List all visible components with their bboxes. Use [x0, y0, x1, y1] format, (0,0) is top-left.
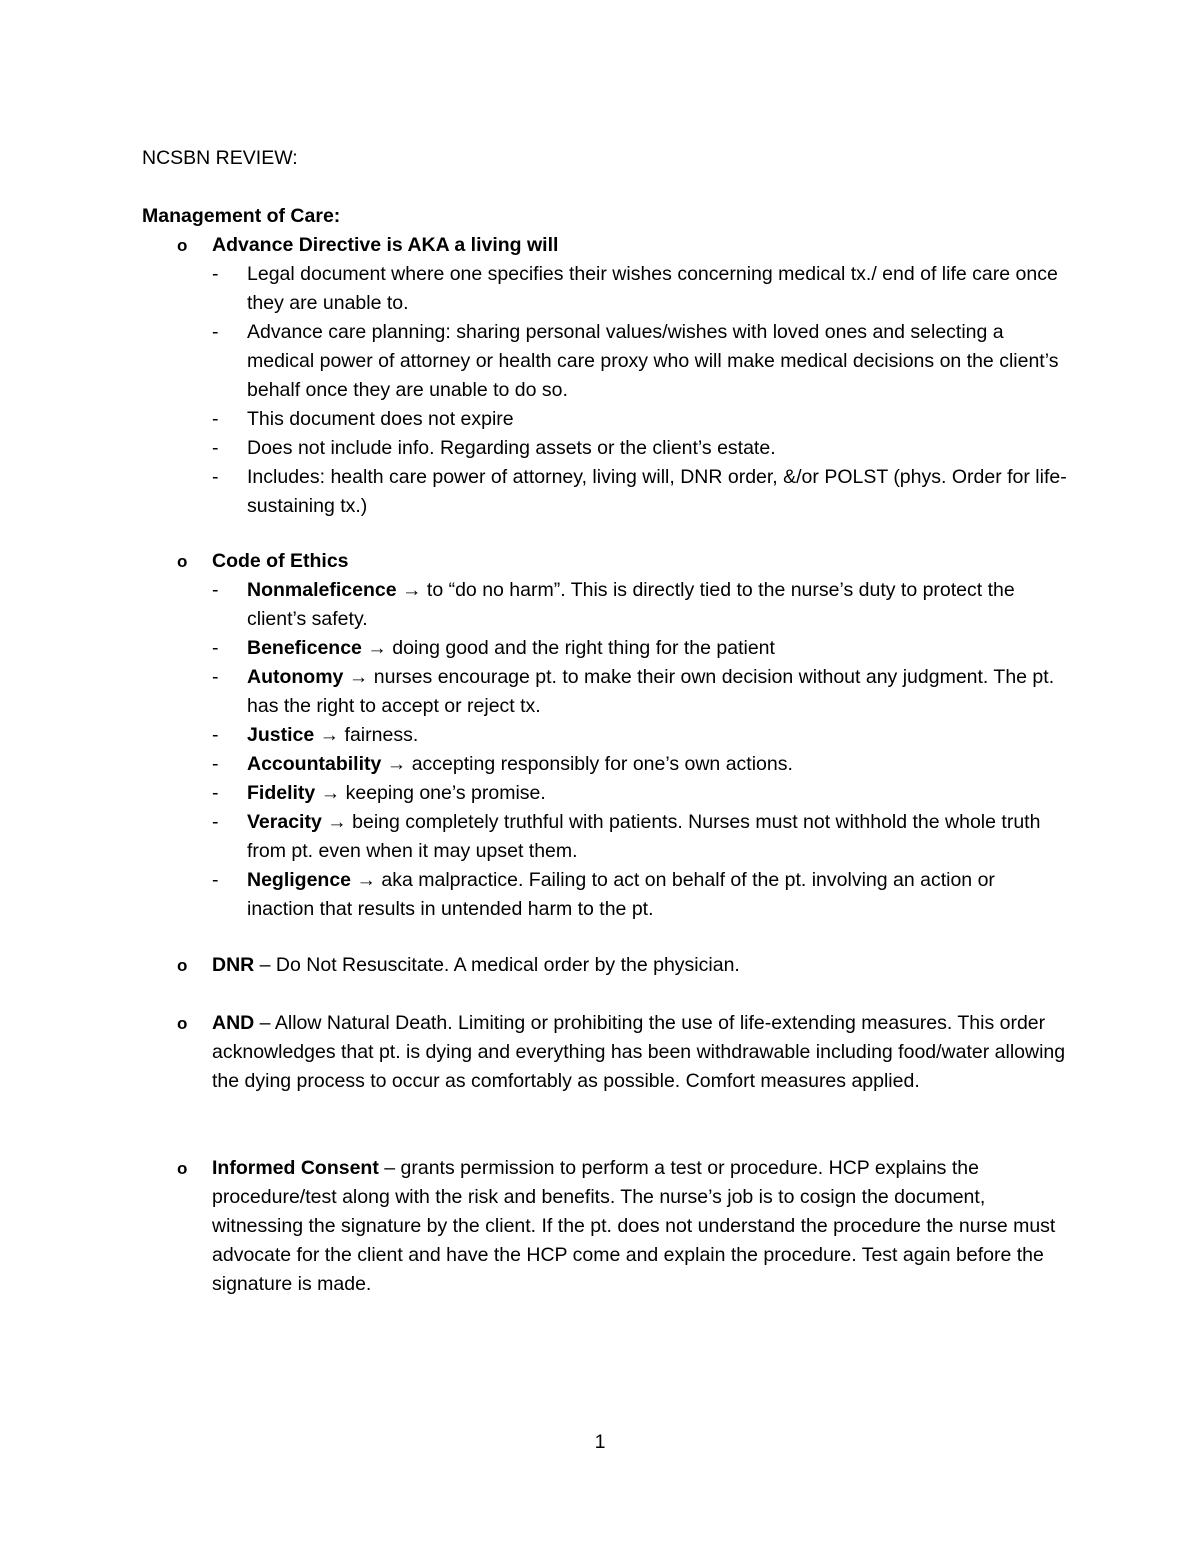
list-item: - Veracity → being completely truthful with patients. Nurses must not withhold the whole truth from pt. even when it may upset them. — [142, 808, 1067, 866]
dash-icon: - — [212, 263, 219, 285]
dash-icon: - — [212, 437, 219, 459]
dash-icon: - — [212, 579, 219, 601]
bullet-icon: o — [177, 236, 188, 255]
bullet-icon: o — [177, 956, 188, 975]
ethics-term: Beneficence — [247, 637, 362, 659]
arrow-right-icon: → — [348, 666, 369, 688]
topic-and — [142, 1009, 1067, 1096]
arrow-right-icon: → — [386, 753, 407, 775]
informed-consent-text: – grants permission to perform a test or procedure. HCP explains the procedure/test along with the risk and benefits. The nurse’s job is to cosign the document, witnessing the signature by the client. If the pt. does not understand the procedure the nurse must advocate for the client and have the HCP come and explain the procedure. Test again before the signature is made. — [212, 1157, 1056, 1295]
topic-paragraph — [142, 1009, 1067, 1096]
arrow-right-icon: → — [327, 811, 347, 833]
and-term: AND — [212, 1012, 255, 1034]
ethics-term: Veracity — [247, 811, 322, 833]
topic-paragraph — [142, 951, 1067, 980]
section-heading: Management of Care: — [142, 205, 341, 227]
list-item: - Advance care planning: sharing personal values/wishes with loved ones and selecting a medical power of attorney or health care proxy who will make medical decisions on the client’s behalf once they are unable to do so. — [142, 318, 1067, 405]
ethics-term: Accountability — [247, 753, 382, 775]
arrow-right-icon: → — [401, 579, 422, 601]
ethics-term: Nonmaleficence — [247, 579, 397, 601]
dnr-term: DNR — [212, 954, 255, 976]
ethics-list — [142, 576, 1067, 924]
bullet-icon: o — [177, 552, 188, 571]
topic-advance-directive — [142, 231, 1067, 521]
topic-heading — [142, 231, 1067, 260]
dash-icon: - — [212, 637, 219, 659]
dash-icon: - — [212, 753, 219, 775]
list-item: - Beneficence → doing good and the right thing for the patient — [142, 634, 1067, 663]
document-title: NCSBN REVIEW: — [142, 147, 298, 169]
arrow-right-icon: → — [356, 869, 376, 891]
list-item: - Negligence → aka malpractice. Failing to act on behalf of the pt. involving an action or inaction that results in untended harm to the pt. — [142, 866, 1067, 924]
topic-dnr — [142, 951, 1067, 980]
list-item: - Legal document where one specifies their wishes concerning medical tx./ end of life care once they are unable to. — [142, 260, 1067, 318]
ethics-term: Autonomy — [247, 666, 344, 688]
dnr-text: – Do Not Resuscitate. A medical order by the physician. — [259, 954, 740, 976]
list-item: - Autonomy → nurses encourage pt. to make their own decision without any judgment. The pt. has the right to accept or reject tx. — [142, 663, 1067, 721]
bullet-icon: o — [177, 1014, 188, 1033]
and-text: – Allow Natural Death. Limiting or prohibiting the use of life-extending measures. This order acknowledges that pt. is dying and everything has been withdrawable including food/water allowing the dying process to occur as comfortably as possible. Comfort measures applied. — [212, 1012, 1066, 1092]
list-item: - Fidelity → keeping one’s promise. — [142, 779, 1067, 808]
arrow-right-icon: → — [319, 724, 340, 746]
list-item: - Accountability → accepting responsibly for one’s own actions. — [142, 750, 1067, 779]
advance-directive-list — [142, 260, 1067, 521]
dash-icon: - — [212, 321, 219, 343]
arrow-right-icon: → — [367, 637, 387, 659]
dash-icon: - — [212, 724, 219, 746]
ethics-term: Negligence — [247, 869, 352, 891]
dash-icon: - — [212, 466, 219, 488]
topic-informed-consent — [142, 1154, 1067, 1299]
page-number: 1 — [594, 1431, 606, 1453]
informed-consent-term: Informed Consent — [212, 1157, 379, 1179]
ethics-term: Justice — [247, 724, 315, 746]
list-item: - Does not include info. Regarding assets or the client’s estate. — [142, 434, 1067, 463]
dash-icon: - — [212, 666, 219, 688]
list-item: - This document does not expire — [142, 405, 1067, 434]
arrow-right-icon: → — [320, 782, 341, 804]
code-of-ethics-heading: Code of Ethics — [212, 550, 349, 572]
dash-icon: - — [212, 408, 219, 430]
topic-code-of-ethics — [142, 547, 1067, 924]
dash-icon: - — [212, 811, 219, 833]
advance-directive-heading: Advance Directive is AKA a living will — [212, 234, 559, 256]
ethics-term: Fidelity — [247, 782, 316, 804]
topic-paragraph — [142, 1154, 1067, 1299]
list-item: - Includes: health care power of attorney, living will, DNR order, &/or POLST (phys. Order for life-sustaining tx.) — [142, 463, 1067, 521]
dash-icon: - — [212, 869, 219, 891]
list-item: - Nonmaleficence → to “do no harm”. This is directly tied to the nurse’s duty to protect the client’s safety. — [142, 576, 1067, 634]
dash-icon: - — [212, 782, 219, 804]
list-item: - Justice → fairness. — [142, 721, 1067, 750]
topic-heading — [142, 547, 1067, 576]
bullet-icon: o — [177, 1159, 188, 1178]
